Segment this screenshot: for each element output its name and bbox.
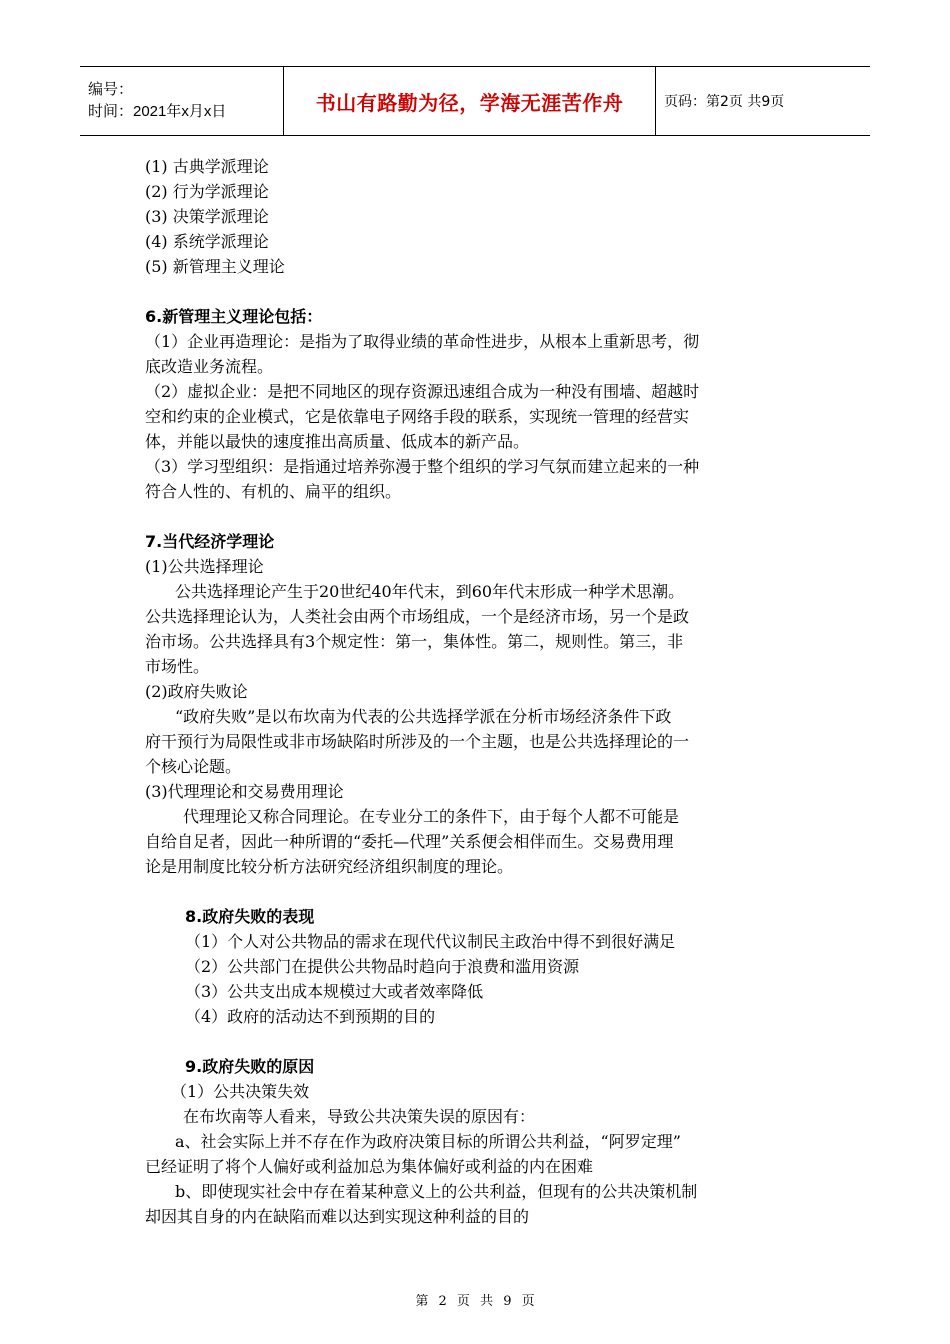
paragraph-line: 自给自足者，因此一种所谓的“委托—代理”关系便会相伴而生。交易费用理	[145, 832, 674, 851]
section-8	[145, 904, 810, 1029]
paragraph-line: 府干预行为局限性或非市场缺陷时所涉及的一个主题，也是公共选择理论的一	[145, 732, 690, 751]
paragraph-line: b、即使现实社会中存在着某种意义上的公共利益，但现有的公共决策机制	[175, 1182, 698, 1201]
page-header	[80, 66, 870, 136]
paragraph-line: 符合人性的、有机的、扁平的组织。	[145, 482, 402, 501]
paragraph-line: 在布坎南等人看来，导致公共决策失误的原因有：	[183, 1107, 536, 1126]
subsection-heading: (1)公共选择理论	[145, 557, 264, 576]
section-heading: 9.政府失败的原因	[185, 1057, 315, 1076]
paragraph-line: 公共选择理论产生于20世纪40年代末，到60年代末形成一种学术思潮。	[175, 582, 685, 601]
subsection-heading: (3)代理理论和交易费用理论	[145, 782, 344, 801]
document-body	[145, 154, 810, 1229]
paragraph-line: 已经证明了将个人偏好或利益加总为集体偏好或利益的内在困难	[145, 1157, 594, 1176]
list-item: (4) 系统学派理论	[145, 232, 269, 251]
paragraph-line: 个核心论题。	[145, 757, 242, 776]
paragraph-line: 体，并能以最快的速度推出高质量、低成本的新产品。	[145, 432, 530, 451]
paragraph-line: 底改造业务流程。	[145, 357, 274, 376]
document-date: 时间：2021年x月x日	[88, 103, 227, 120]
paragraph-line: 论是用制度比较分析方法研究经济组织制度的理论。	[145, 857, 514, 876]
paragraph-line: （3）学习型组织：是指通过培养弥漫于整个组织的学习气氛而建立起来的一种	[145, 457, 700, 476]
section-heading: 8.政府失败的表现	[185, 907, 315, 926]
subsection-heading: （1）公共决策失效	[171, 1082, 310, 1101]
document-number-label: 编号：	[88, 81, 134, 98]
page-footer: 第 2 页 共 9 页	[415, 1294, 535, 1309]
header-left-cell	[80, 67, 284, 135]
list-item: (2) 行为学派理论	[145, 182, 269, 201]
paragraph-line: “政府失败”是以布坎南为代表的公共选择学派在分析市场经济条件下政	[175, 707, 672, 726]
paragraph-line: a、社会实际上并不存在作为政府决策目标的所谓公共利益，“阿罗定理”	[175, 1132, 681, 1151]
list-item: （1）个人对公共物品的需求在现代代议制民主政治中得不到很好满足	[185, 932, 676, 951]
section-7	[145, 529, 810, 879]
paragraph-line: 却因其自身的内在缺陷而难以达到实现这种利益的目的	[145, 1207, 530, 1226]
paragraph-line: 公共选择理论认为，人类社会由两个市场组成，一个是经济市场，另一个是政	[145, 607, 690, 626]
section-heading: 7.当代经济学理论	[145, 532, 275, 551]
list-item: (5) 新管理主义理论	[145, 257, 285, 276]
list-item: （3）公共支出成本规模过大或者效率降低	[185, 982, 484, 1001]
paragraph-line: 市场性。	[145, 657, 210, 676]
list-item: （4）政府的活动达不到预期的目的	[185, 1007, 436, 1026]
list-item: (1) 古典学派理论	[145, 157, 269, 176]
paragraph-line: 治市场。公共选择具有3个规定性：第一，集体性。第二，规则性。第三，非	[145, 632, 684, 651]
paragraph-line: （1）企业再造理论：是指为了取得业绩的革命性进步，从根本上重新思考，彻	[145, 332, 700, 351]
section-heading: 6.新管理主义理论包括：	[145, 307, 323, 326]
section-6	[145, 304, 810, 504]
list-item: （2）公共部门在提供公共物品时趋向于浪费和滥用资源	[185, 957, 580, 976]
subsection-heading: (2)政府失败论	[145, 682, 248, 701]
header-motto: 书山有路勤为径，学海无涯苦作舟	[284, 67, 656, 135]
section-9	[145, 1054, 810, 1229]
header-page-info: 页码：第2页 共9页	[664, 94, 785, 110]
paragraph-line: 空和约束的企业模式，它是依靠电子网络手段的联系，实现统一管理的经营实	[145, 407, 690, 426]
theory-list	[145, 154, 810, 279]
paragraph-line: （2）虚拟企业：是把不同地区的现存资源迅速组合成为一种没有围墙、超越时	[145, 382, 700, 401]
paragraph-line: 代理理论又称合同理论。在专业分工的条件下，由于每个人都不可能是	[183, 807, 680, 826]
list-item: (3) 决策学派理论	[145, 207, 269, 226]
